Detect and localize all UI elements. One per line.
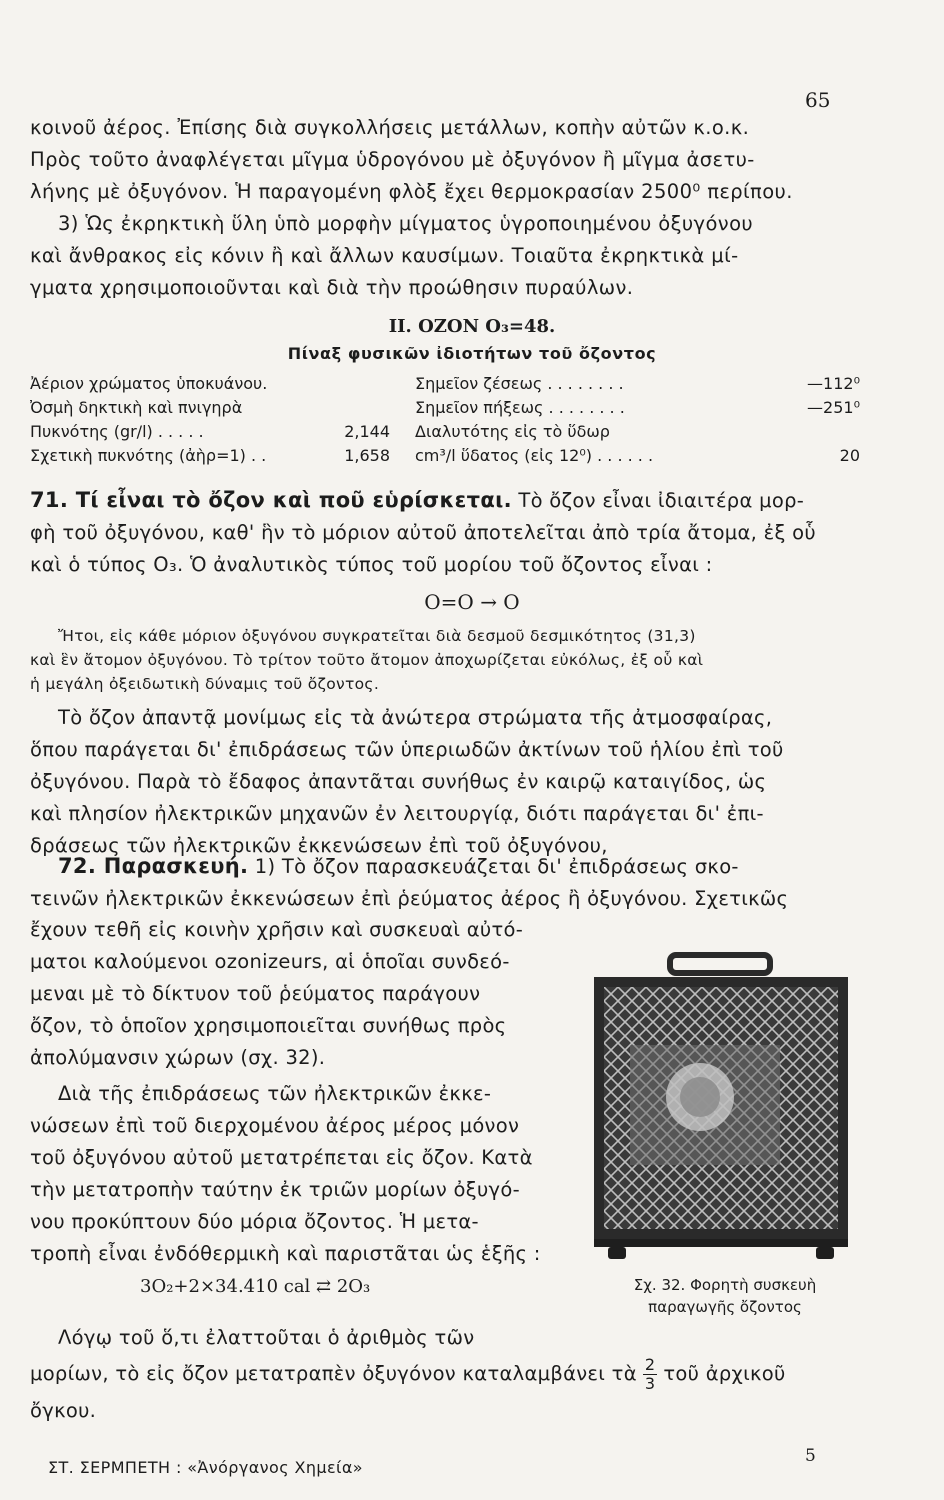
intro-line: λήνης μὲ ὀξυγόνον. Ἡ παραγομένη φλὸξ ἔχει θερμοκρασίαν 2500⁰ περίπου. bbox=[30, 180, 793, 203]
property-row bbox=[415, 396, 860, 420]
body-line: Λόγῳ τοῦ ὅ,τι ἐλαττοῦται ὁ ἀριθμὸς τῶν bbox=[58, 1326, 475, 1349]
caption-line: παραγωγῆς ὄζοντος bbox=[648, 1298, 802, 1316]
fraction bbox=[643, 1356, 657, 1393]
ozonizer-paragraph bbox=[30, 914, 550, 1074]
property-row bbox=[415, 372, 860, 396]
section-71 bbox=[30, 484, 884, 581]
intro-line: κοινοῦ ἀέρος. Ἐπίσης διὰ συγκολλήσεις μετάλλων, κοπὴν αὐτῶν κ.ο.κ. bbox=[30, 116, 750, 139]
body-line: ὄγκου. bbox=[30, 1399, 97, 1422]
note-line: ἡ μεγάλη ὀξειδωτικὴ δύναμις τοῦ ὄζοντος. bbox=[30, 675, 380, 693]
body-line: Διὰ τῆς ἐπιδράσεως τῶν ἠλεκτρικῶν ἐκκε- bbox=[58, 1082, 492, 1105]
property-label: cm³/l ὕδατος (εἰς 12⁰) . . . . . . bbox=[415, 446, 654, 465]
final-fraction-line bbox=[30, 1356, 884, 1393]
property-label: Ἀέριον χρώματος ὑποκυάνου. bbox=[30, 374, 268, 393]
property-value: 2,144 bbox=[344, 422, 390, 441]
ozone-generator-illustration bbox=[590, 945, 852, 1265]
occurrence-paragraph bbox=[30, 702, 884, 862]
properties-right-column bbox=[415, 372, 860, 468]
section-72-first-line bbox=[30, 850, 884, 883]
body-line: νώσεων ἐπὶ τοῦ διερχομένου ἀέρος μέρος μόνον bbox=[30, 1114, 520, 1137]
body-line: καὶ πλησίον ἠλεκτρικῶν μηχανῶν ἐν λειτουργίᾳ, διότι παράγεται δι' ἐπι- bbox=[30, 802, 764, 825]
property-row bbox=[415, 444, 860, 468]
signature-number: 5 bbox=[805, 1446, 816, 1466]
final-text-after: τοῦ ἀρχικοῦ bbox=[663, 1362, 786, 1385]
note-line: Ἤτοι, εἰς κάθε μόριον ὀξυγόνου συγκρατεῖται διὰ δεσμοῦ δεσμικότητος (31,3) bbox=[58, 627, 696, 645]
property-label: Πυκνότης (gr/l) . . . . . bbox=[30, 422, 204, 441]
property-value: —112⁰ bbox=[807, 374, 860, 393]
property-label: Διαλυτότης εἰς τὸ ὕδωρ bbox=[415, 422, 610, 441]
property-value bbox=[384, 372, 390, 396]
note-line: καὶ ἓν ἄτομον ὀξυγόνου. Τὸ τρίτον τοῦτο ἄτομον ἀποχωρίζεται εὐκόλως, ἐξ οὗ καὶ bbox=[30, 651, 704, 669]
caption-line: Σχ. 32. Φορητὴ συσκευὴ bbox=[633, 1276, 817, 1294]
structural-formula: O=O → O bbox=[424, 590, 520, 614]
section-71-line: φὴ τοῦ ὀξυγόνου, καθ' ἣν τὸ μόριον αὐτοῦ ἀποτελεῖται ἀπὸ τρία ἄτομα, ἐξ οὗ bbox=[30, 521, 816, 544]
final-text-before: μορίων, τὸ εἰς ὄζον μετατραπὲν ὀξυγόνον καταλαμβάνει τὰ bbox=[30, 1362, 637, 1385]
intro-line: Πρὸς τοῦτο ἀναφλέγεται μῖγμα ὑδρογόνου μὲ ὀξυγόνον ἢ μῖγμα ἀσετυ- bbox=[30, 148, 755, 171]
property-label: Σημεῖον πήξεως . . . . . . . . bbox=[415, 398, 625, 417]
body-line: ὄζον, τὸ ὁποῖον χρησιμοποιεῖται συνήθως πρὸς bbox=[30, 1014, 507, 1037]
intro-line: γματα χρησιμοποιοῦνται καὶ διὰ τὴν προώθησιν πυραύλων. bbox=[30, 276, 634, 299]
property-label: Σημεῖον ζέσεως . . . . . . . . bbox=[415, 374, 624, 393]
body-line: δράσεως τῶν ἠλεκτρικῶν ἐκκενώσεων ἐπὶ τοῦ ὀξυγόνου, bbox=[30, 834, 608, 857]
body-line: ἔχουν τεθῆ εἰς κοινὴν χρῆσιν καὶ συσκευαὶ αὐτό- bbox=[30, 918, 524, 941]
conversion-paragraph bbox=[30, 1078, 550, 1270]
section-72 bbox=[30, 850, 884, 915]
section-72-heading: 72. Παρασκευή. bbox=[58, 854, 249, 878]
property-label: Ὀσμὴ δηκτικὴ καὶ πνιγηρὰ bbox=[30, 398, 243, 417]
section-71-text: Τὸ ὄζον εἶναι ἰδιαιτέρα μορ- bbox=[518, 489, 805, 512]
intro-line: καὶ ἄνθρακος εἰς κόνιν ἢ καὶ ἄλλων καυσίμων. Τοιαῦτα ἐκρηκτικὰ μί- bbox=[30, 244, 739, 267]
property-row bbox=[30, 396, 390, 420]
section-71-heading: 71. Τί εἶναι τὸ ὄζον καὶ ποῦ εὑρίσκεται. bbox=[30, 488, 512, 512]
body-line: τοῦ ὀξυγόνου αὐτοῦ μετατρέπεται εἰς ὄζον. Κατὰ bbox=[30, 1146, 533, 1169]
properties-left-column bbox=[30, 372, 390, 468]
section-72-text: 1) Τὸ ὄζον παρασκευάζεται δι' ἐπιδράσεως σκο- bbox=[254, 855, 739, 878]
fraction-numerator: 2 bbox=[644, 1355, 656, 1374]
small-print-note bbox=[30, 624, 884, 696]
property-label: Σχετικὴ πυκνότης (ἀὴρ=1) . . bbox=[30, 446, 267, 465]
intro-paragraph bbox=[30, 112, 886, 304]
body-line: ἀπολύμανσιν χώρων (σχ. 32). bbox=[30, 1046, 326, 1069]
fraction-denominator: 3 bbox=[644, 1374, 656, 1393]
property-value bbox=[854, 420, 860, 444]
page-number: 65 bbox=[805, 88, 831, 112]
property-value: —251⁰ bbox=[807, 398, 860, 417]
intro-line: 3) Ὡς ἐκρηκτικὴ ὕλη ὑπὸ μορφὴν μίγματος ὑγροποιημένου ὀξυγόνου bbox=[58, 212, 754, 235]
property-row bbox=[415, 420, 860, 444]
property-value bbox=[384, 396, 390, 420]
body-line: τροπὴ εἶναι ἐνδόθερμικὴ καὶ παριστᾶται ὡς ἑξῆς : bbox=[30, 1242, 541, 1265]
figure-caption bbox=[560, 1274, 890, 1318]
property-row bbox=[30, 372, 390, 396]
body-line: ὀξυγόνου. Παρὰ τὸ ἔδαφος ἀπαντᾶται συνήθως ἐν καιρῷ καταιγίδος, ὡς bbox=[30, 770, 767, 793]
body-line: τὴν μετατροπὴν ταύτην ἐκ τριῶν μορίων ὀξυγό- bbox=[30, 1178, 520, 1201]
section-71-first-line bbox=[30, 484, 884, 517]
body-line: μεναι μὲ τὸ δίκτυον τοῦ ῥεύματος παράγουν bbox=[30, 982, 481, 1005]
body-line: ὅπου παράγεται δι' ἐπιδράσεως τῶν ὑπεριωδῶν ἀκτίνων τοῦ ἡλίου ἐπὶ τοῦ bbox=[30, 738, 784, 761]
section-71-line: καὶ ὁ τύπος O₃. Ὁ ἀναλυτικὸς τύπος τοῦ μορίου τοῦ ὄζοντος εἶναι : bbox=[30, 553, 713, 576]
property-value: 1,658 bbox=[344, 446, 390, 465]
section-title: II. ΟΖΟΝ O₃=48. bbox=[388, 316, 556, 337]
body-line: ματοι καλούμενοι ozonizeurs, αἱ ὁποῖαι συνδεό- bbox=[30, 950, 510, 973]
property-row bbox=[30, 444, 390, 468]
page-footer: ΣΤ. ΣΕΡΜΠΕΤΗ : «Ἀνόργανος Χημεία» bbox=[48, 1458, 363, 1477]
final-paragraph bbox=[30, 1320, 884, 1429]
property-value: 20 bbox=[839, 446, 860, 465]
section-72-line: τεινῶν ἠλεκτρικῶν ἐκκενώσεων ἐπὶ ῥεύματος ἀέρος ἢ ὀξυγόνου. Σχετικῶς bbox=[30, 887, 789, 910]
section-subtitle: Πίναξ φυσικῶν ἰδιοτήτων τοῦ ὄζοντος bbox=[287, 344, 657, 363]
reaction-equation: 3O₂+2×34.410 cal ⇄ 2O₃ bbox=[140, 1276, 371, 1297]
handle-shape bbox=[670, 955, 770, 973]
property-row bbox=[30, 420, 390, 444]
body-line: Τὸ ὄζον ἀπαντᾷ μονίμως εἰς τὰ ἀνώτερα στρώματα τῆς ἀτμοσφαίρας, bbox=[58, 706, 773, 729]
body-line: νου προκύπτουν δύο μόρια ὄζοντος. Ἡ μετα- bbox=[30, 1210, 479, 1233]
